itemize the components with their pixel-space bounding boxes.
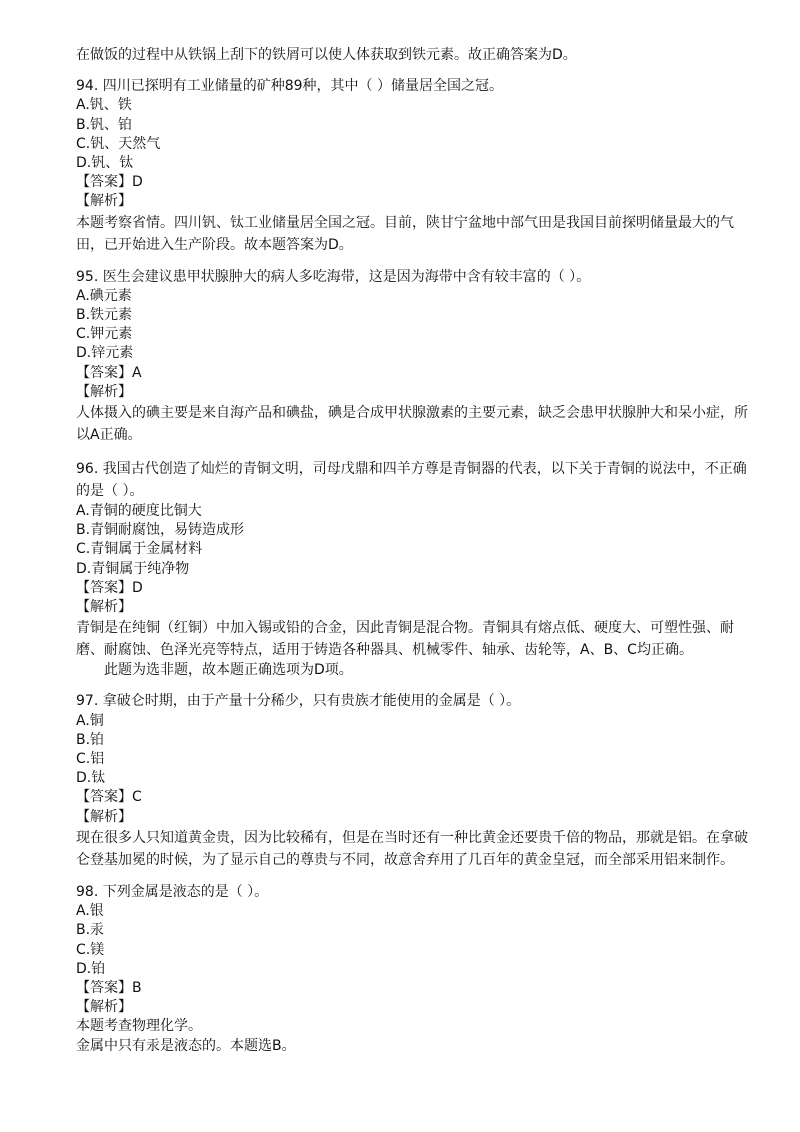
- question-title: 96. 我国古代创造了灿烂的青铜文明，司母戊鼎和四羊方尊是青铜器的代表，以下关于青铜的说法中，不正确的是（ ）。: [76, 461, 747, 500]
- analysis-text: 人体摄入的碘主要是来自海产品和碘盐，碘是合成甲状腺激素的主要元素，缺乏会患甲状腺肿大和呆小症，所以A正确。: [76, 405, 748, 444]
- option-c: C.铝: [76, 751, 105, 768]
- question-block: [76, 268, 756, 446]
- option-c: C.镁: [76, 941, 105, 958]
- answer-label: 【答案】A: [76, 364, 142, 381]
- option-d: D.铂: [76, 960, 106, 977]
- answer-label: 【答案】C: [76, 789, 142, 806]
- analysis-label: 【解析】: [76, 999, 132, 1016]
- analysis-text: 现在很多人只知道黄金贵，因为比较稀有，但是在当时还有一种比黄金还要贵千倍的物品，那就是铝。在拿破仑登基加冕的时候，为了显示自己的尊贵与不同，故意舍弃用了几百年的黄金皇冠，而全部采用铝来制作。: [76, 829, 748, 868]
- option-b: B.铁元素: [76, 307, 133, 324]
- option-c: C.钾元素: [76, 326, 133, 343]
- option-b: B.铂: [76, 731, 105, 748]
- option-d: D.锌元素: [76, 345, 134, 362]
- analysis-text: 本题考察省情。四川钒、钛工业储量居全国之冠。目前，陕甘宁盆地中部气田是我国目前探明储量最大的气田，已开始进入生产阶段。故本题答案为D。: [76, 214, 734, 253]
- analysis-label: 【解析】: [76, 193, 132, 210]
- answer-label: 【答案】B: [76, 979, 142, 996]
- question-block: [76, 883, 756, 1056]
- question-title: 98. 下列金属是液态的是（ ）。: [76, 883, 269, 900]
- option-b: B.青铜耐腐蚀，易铸造成形: [76, 522, 245, 539]
- analysis-label: 【解析】: [76, 808, 132, 825]
- question-block: [76, 692, 756, 870]
- option-c: C.青铜属于金属材料: [76, 541, 203, 558]
- question-block: [76, 458, 756, 680]
- option-a: A.青铜的硬度比铜大: [76, 503, 202, 520]
- analysis-label: 【解析】: [76, 383, 132, 400]
- option-a: A.铜: [76, 712, 104, 729]
- question-title: 95. 医生会建议患甲状腺肿大的病人多吃海带，这是因为海带中含有较丰富的（ ）。: [76, 268, 591, 285]
- question-title: 97. 拿破仑时期，由于产量十分稀少，只有贵族才能使用的金属是（ ）。: [76, 693, 521, 710]
- analysis-label: 【解析】: [76, 599, 132, 616]
- answer-label: 【答案】D: [76, 579, 143, 596]
- option-a: A.银: [76, 903, 104, 920]
- option-d: D.钛: [76, 770, 106, 787]
- analysis-text: 此题为选非题，故本题正确选项为D项。: [104, 662, 353, 679]
- question-block: [76, 77, 756, 255]
- answer-label: 【答案】D: [76, 174, 143, 191]
- option-c: C.钒、天然气: [76, 135, 161, 152]
- analysis-text: 金属中只有汞是液态的。本题选B。: [76, 1037, 296, 1054]
- option-b: B.钒、铂: [76, 116, 133, 133]
- intro-text: 在做饭的过程中从铁锅上刮下的铁屑可以使人体获取到铁元素。故正确答案为D。: [76, 47, 577, 63]
- option-d: D.青铜属于纯净物: [76, 560, 190, 577]
- option-d: D.钒、钛: [76, 155, 134, 172]
- document-page: [76, 46, 756, 1056]
- option-b: B.汞: [76, 922, 105, 939]
- option-a: A.碘元素: [76, 287, 132, 304]
- analysis-text: 青铜是在纯铜（红铜）中加入锡或铅的合金，因此青铜是混合物。青铜具有熔点低、硬度大、可塑性强、耐磨、耐腐蚀、色泽光亮等特点，适用于铸造各种器具、机械零件、轴承、齿轮等，A、B、C均正确。: [76, 620, 734, 659]
- question-title: 94. 四川已探明有工业储量的矿种89种，其中（ ）储量居全国之冠。: [76, 78, 503, 95]
- option-a: A.钒、铁: [76, 97, 132, 114]
- analysis-text: 本题考查物理化学。: [76, 1018, 202, 1035]
